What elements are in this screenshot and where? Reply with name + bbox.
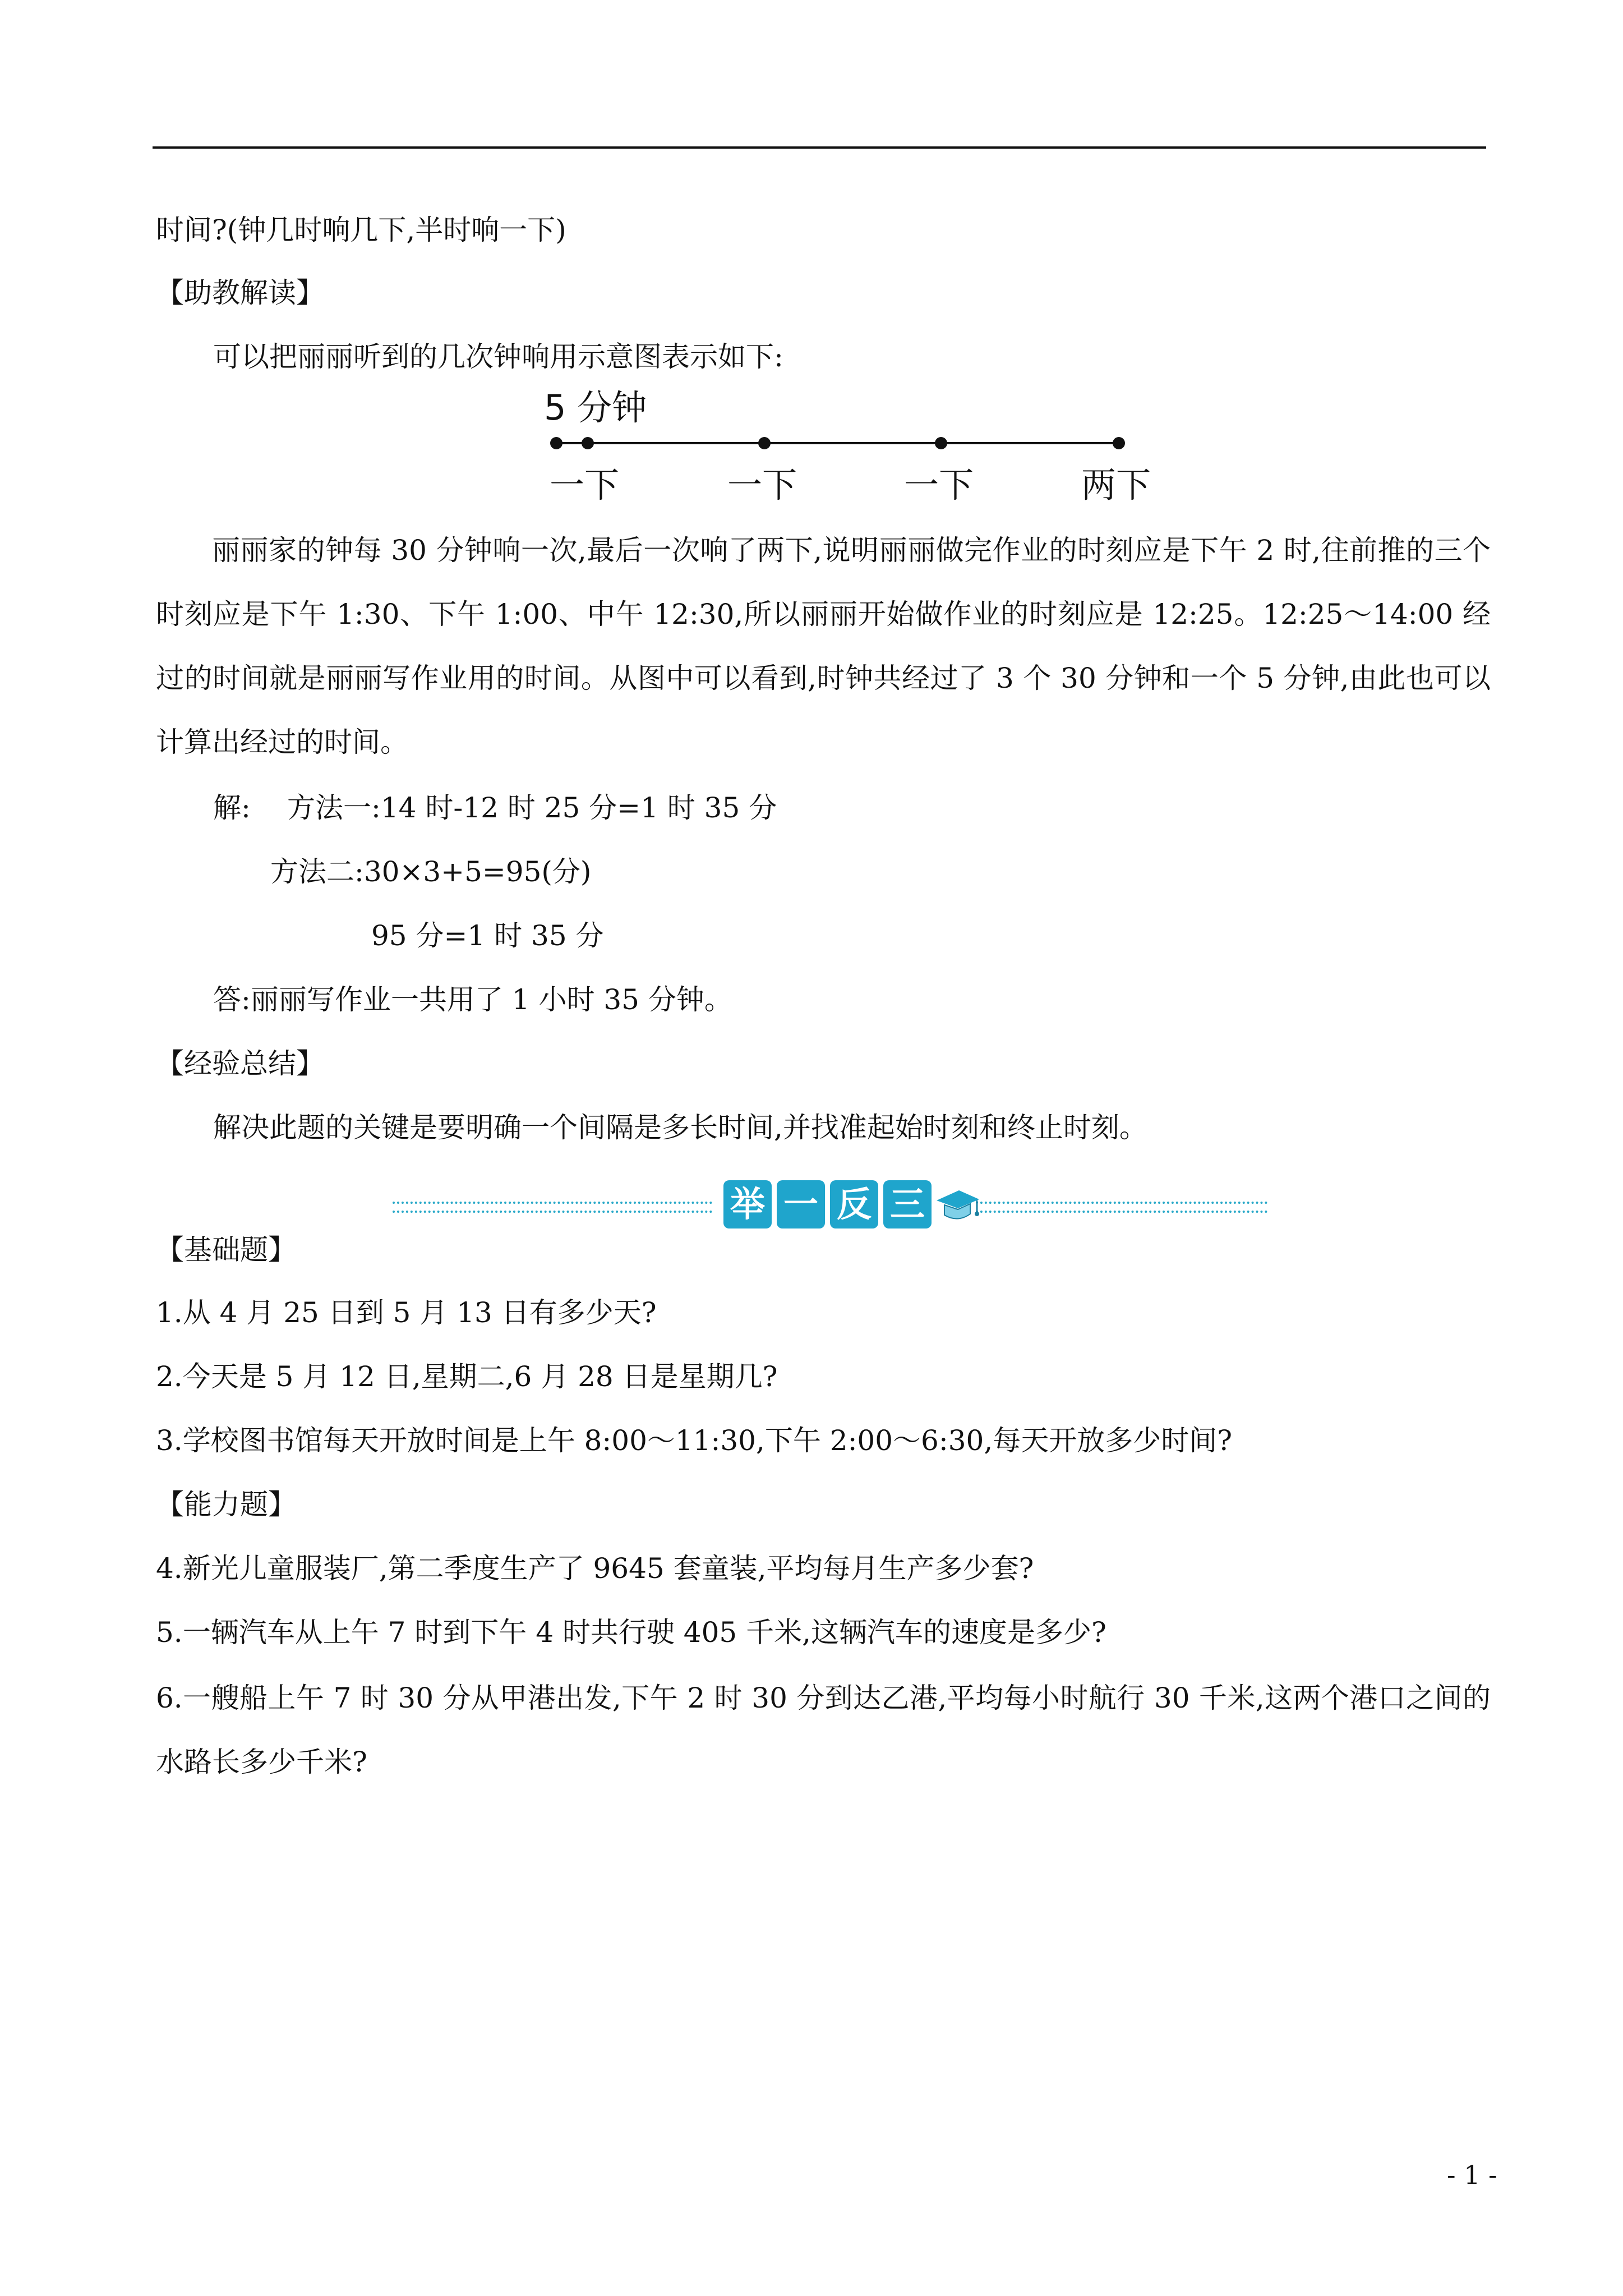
solution-label: 解: — [213, 792, 251, 824]
basic-question: 1.从 4 月 25 日到 5 月 13 日有多少天? — [156, 1296, 657, 1329]
basic-question: 3.学校图书馆每天开放时间是上午 8:00～11:30,下午 2:00～6:30,每天开放多少时间? — [156, 1424, 1233, 1457]
solution-method-2: 方法二:30×3+5=95(分) — [270, 855, 592, 888]
ability-question: 6.一艘船上午 7 时 30 分从甲港出发,下午 2 时 30 分到达乙港,平均每小时航行 30 千米,这两个港口之间的水路长多少千米? — [156, 1682, 1491, 1778]
timeline-dot — [935, 437, 947, 449]
section-separator — [393, 1172, 1267, 1240]
intro-line: 时间?(钟几时响几下,半时响一下) — [156, 214, 566, 246]
section-heading-help: 【助教解读】 — [156, 277, 324, 309]
solution-answer: 答:丽丽写作业一共用了 1 小时 35 分钟。 — [213, 983, 732, 1016]
separator-char-box: 举 — [723, 1180, 772, 1228]
separator-char-box: 反 — [830, 1180, 878, 1228]
separator-rule-left — [393, 1202, 712, 1213]
separator-char-box: 三 — [883, 1180, 932, 1228]
diagram-bell-label: 两下 — [1081, 464, 1151, 505]
solution-method-1: 方法一:14 时-12 时 25 分=1 时 35 分 — [287, 792, 777, 824]
section-heading-summary: 【经验总结】 — [156, 1047, 324, 1080]
separator-char-box: 一 — [777, 1180, 825, 1228]
basic-question: 2.今天是 5 月 12 日,星期二,6 月 28 日是星期几? — [156, 1360, 778, 1393]
timeline-dot — [1113, 437, 1125, 449]
page-number: - 1 - — [1447, 2160, 1497, 2190]
header-rule — [153, 146, 1486, 149]
timeline-dot — [550, 437, 562, 449]
diagram-bell-label: 一下 — [727, 464, 797, 505]
timeline-diagram — [533, 387, 1161, 510]
ability-question: 5.一辆汽车从上午 7 时到下午 4 时共行驶 405 千米,这辆汽车的速度是多少? — [156, 1616, 1106, 1649]
section-heading-basic: 【基础题】 — [156, 1234, 296, 1266]
separator-rule-right — [976, 1202, 1267, 1213]
diagram-bell-label: 一下 — [904, 464, 974, 505]
ability-question: 4.新光儿童服装厂,第二季度生产了 9645 套童装,平均每月生产多少套? — [156, 1552, 1034, 1585]
summary-text: 解决此题的关键是要明确一个间隔是多长时间,并找准起始时刻和终止时刻。 — [213, 1111, 1147, 1144]
section-heading-ability: 【能力题】 — [156, 1488, 296, 1521]
timeline-dot — [758, 437, 771, 449]
explanation-paragraph: 丽丽家的钟每 30 分钟响一次,最后一次响了两下,说明丽丽做完作业的时刻应是下午 2 时,往前推的三个时刻应是下午 1:30、下午 1:00、中午 12:30,所以丽丽开始做作业的时刻应是 12:25。12:25～14:00 经过的时间就是丽丽写作业用的时间。从图中可以看到,时钟共经过了 3 个 30 分钟和一个 5 分钟,由此也可以计算出经过的时间。 — [156, 534, 1491, 758]
diagram-bell-label: 一下 — [550, 464, 620, 505]
diagram-intro: 可以把丽丽听到的几次钟响用示意图表示如下: — [213, 341, 783, 373]
timeline-dot — [582, 437, 594, 449]
diagram-label-5min: 5 分钟 — [544, 387, 647, 428]
solution-method-2-result: 95 分=1 时 35 分 — [371, 919, 604, 952]
timeline-svg — [533, 387, 1161, 510]
graduate-cap-icon — [931, 1178, 981, 1228]
